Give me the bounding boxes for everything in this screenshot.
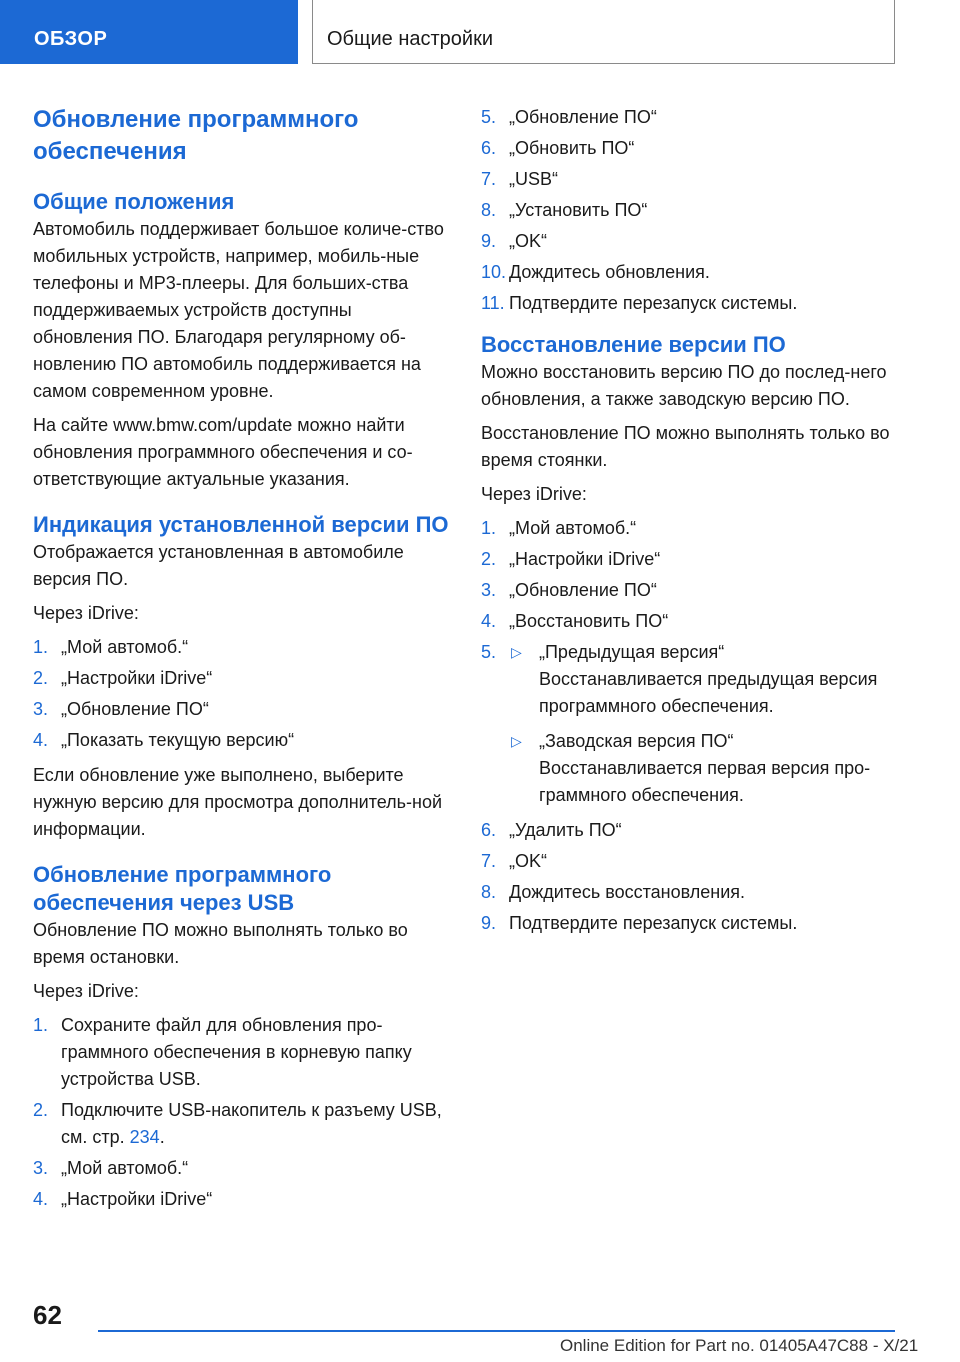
heading-general: Общие положения <box>33 189 235 214</box>
list-item: 1. „Мой автомоб.“ <box>481 518 637 538</box>
chapter-tab[interactable]: ОБЗОР <box>0 0 298 64</box>
list-item: 9. Подтвердите перезапуск системы. <box>481 913 798 933</box>
right-column <box>481 104 921 945</box>
list-item: 8. Дождитесь восстановления. <box>481 882 746 902</box>
paragraph: Если обновление уже выполнено, выберите нужную версию для просмотра дополнитель-ной информации. <box>33 765 443 839</box>
footer-edition: Online Edition for Part no. 01405A47C88 - X/21 <box>560 1336 919 1355</box>
list-item: 7. „USB“ <box>481 169 558 189</box>
steps-list <box>33 1012 453 1213</box>
list-item: 3. „Обновление ПО“ <box>33 699 209 719</box>
heading-installed-version: Индикация установленной версии ПО <box>33 512 449 537</box>
footer-divider <box>98 1330 895 1332</box>
list-item: 6. „Обновить ПО“ <box>481 138 635 158</box>
list-item: 3. „Обновление ПО“ <box>481 580 657 600</box>
paragraph: На сайте www.bmw.com/update можно найти обновления программного обеспечения и со-ответствующие актуальные указания. <box>33 415 413 489</box>
list-item: 2. „Настройки iDrive“ <box>481 549 661 569</box>
heading-restore-version: Восстановление версии ПО <box>481 332 786 357</box>
steps-list <box>481 515 921 937</box>
list-item: 1. Сохраните файл для обновления про-граммного обеспечения в корневую папку устройства USB. <box>33 1015 412 1089</box>
list-item: 2. „Настройки iDrive“ <box>33 668 213 688</box>
list-item: 9. „OK“ <box>481 231 547 251</box>
triangle-right-icon: ▷ <box>511 733 522 749</box>
sub-option: ▷ „Предыдущая версия“ Восстанавливается предыдущая версия программного обеспечения. <box>509 639 921 720</box>
page-title: Обновление программного обеспечения <box>33 106 359 165</box>
list-item: 4. „Настройки iDrive“ <box>33 1189 213 1209</box>
paragraph: Обновление ПО можно выполнять только во время остановки. <box>33 920 408 967</box>
section-title: Общие настройки <box>312 0 895 64</box>
page-link[interactable]: 234 <box>129 1127 160 1147</box>
list-item: 4. „Показать текущую версию“ <box>33 730 295 750</box>
paragraph: Через iDrive: <box>33 603 139 623</box>
triangle-right-icon: ▷ <box>511 644 522 660</box>
list-item: 10. Дождитесь обновления. <box>481 262 710 282</box>
list-item: 8. „Установить ПО“ <box>481 200 648 220</box>
heading-usb-update: Обновление программного обеспечения через USB <box>33 862 332 915</box>
paragraph: Через iDrive: <box>33 981 139 1001</box>
paragraph: Отображается установленная в автомобиле версия ПО. <box>33 542 404 589</box>
left-column <box>33 104 453 1221</box>
paragraph: Автомобиль поддерживает большое количе-ство мобильных устройств, например, мобиль-ные телефоны и MP3-плееры. Для больших-ства поддерживаемых устройств доступны обновления ПО. Благодаря регулярному об-новлению ПО автомобиль поддерживается на самом современном уровне. <box>33 219 444 401</box>
list-item: 11. Подтвердите перезапуск системы. <box>481 293 798 313</box>
list-item: 5. ▷ „Предыдущая версия“ Восстанавливается предыдущая версия программного обеспечения. ▷ „Заводская версия ПО“ Восстанавливается первая версия про-граммного обеспечения. <box>481 639 921 809</box>
paragraph: Можно восстановить версию ПО до послед-него обновления, а также заводскую версию ПО. <box>481 362 887 409</box>
sub-option: ▷ „Заводская версия ПО“ Восстанавливается первая версия про-граммного обеспечения. <box>509 728 921 809</box>
list-item: 7. „OK“ <box>481 851 547 871</box>
list-item: 6. „Удалить ПО“ <box>481 820 622 840</box>
list-item: 4. „Восстановить ПО“ <box>481 611 669 631</box>
list-item: 3. „Мой автомоб.“ <box>33 1158 189 1178</box>
page-number: 62 <box>33 1300 62 1330</box>
list-item: 2. Подключите USB-накопитель к разъему USB, см. стр. 234. <box>33 1100 442 1147</box>
paragraph: Через iDrive: <box>481 484 587 504</box>
list-item: 5. „Обновление ПО“ <box>481 107 657 127</box>
steps-list <box>33 634 453 754</box>
paragraph: Восстановление ПО можно выполнять только во время стоянки. <box>481 423 890 470</box>
steps-list-continued <box>481 104 921 317</box>
list-item: 1. „Мой автомоб.“ <box>33 637 189 657</box>
